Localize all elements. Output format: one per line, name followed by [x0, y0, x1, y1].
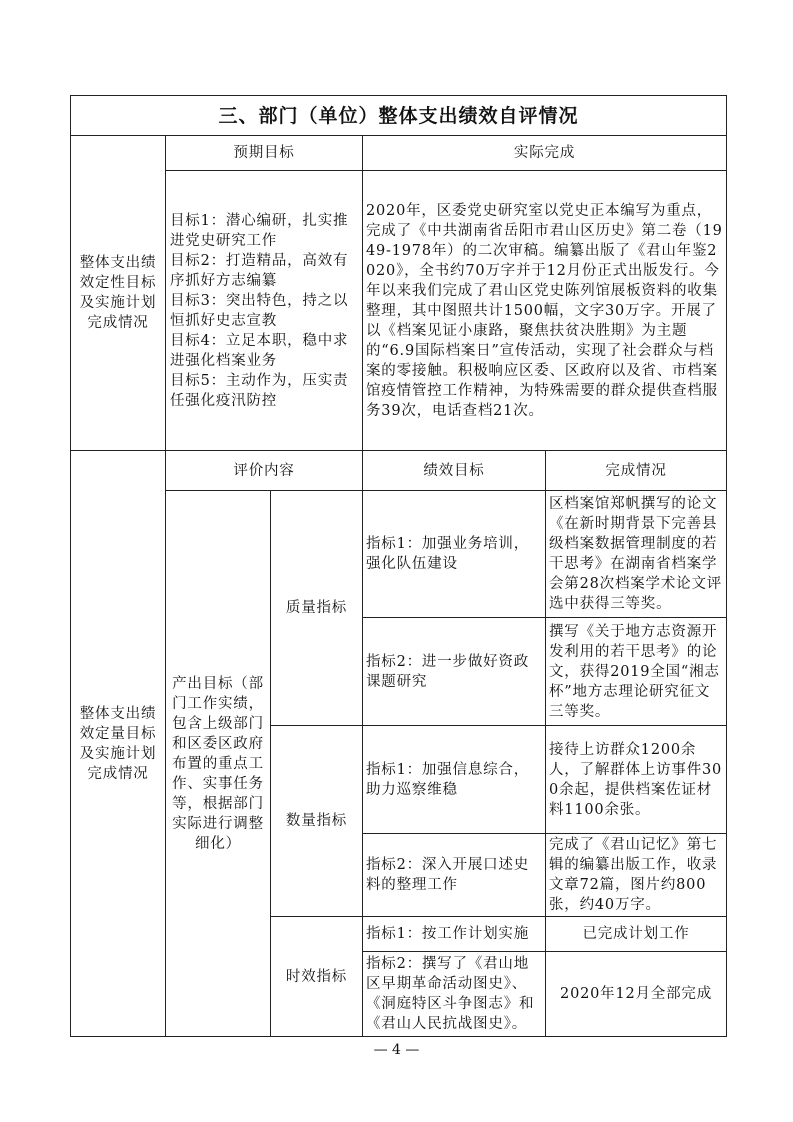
- status-cell: 2020年12月全部完成: [546, 952, 727, 1037]
- quality-indicator: 质量指标: [271, 491, 363, 726]
- header-actual: 实际完成: [363, 136, 727, 171]
- performance-table: [70, 95, 727, 1037]
- target-cell: 指标2：撰写了《君山地区早期革命活动图史》、《洞庭特区斗争图志》和《君山人民抗战图史》。: [363, 952, 546, 1037]
- qualitative-row-label: 整体支出绩效定性目标及实施计划完成情况: [71, 136, 166, 451]
- target-cell: 指标1：按工作计划实施: [363, 917, 546, 952]
- header-target: 绩效目标: [363, 451, 546, 491]
- status-cell: 完成了《君山记忆》第七辑的编纂出版工作，收录文章72篇，图片约800张，约40万字。: [546, 834, 727, 917]
- output-target-label: 产出目标（部门工作实绩，包含上级部门和区委区政府布置的重点工作、实事任务等，根据部门实际进行调整细化）: [166, 491, 271, 1037]
- timeliness-indicator: 时效指标: [271, 917, 363, 1037]
- header-content: 评价内容: [166, 451, 363, 491]
- actual-completion: 2020年，区委党史研究室以党史正本编写为重点，完成了《中共湖南省岳阳市君山区历史》第二卷（1949-1978年）的二次审稿。编纂出版了《君山年鉴2020》，全书约70万字并于12月份正式出版发行。今年以来我们完成了君山区党史陈列馆展板资料的收集整理，其中图照共计1500幅，文字30万字。开展了以《档案见证小康路，聚焦扶贫决胜期》为主题的“6.9国际档案日”宣传活动，实现了社会群众与档案的零接触。积极响应区委、区政府以及省、市档案馆疫情管控工作精神，为特殊需要的群众提供查档服务39次，电话查档21次。: [363, 171, 727, 451]
- target-cell: 指标2：深入开展口述史料的整理工作: [363, 834, 546, 917]
- target-cell: 指标1：加强信息综合，助力巡察维稳: [363, 726, 546, 834]
- header-expected: 预期目标: [166, 136, 363, 171]
- status-cell: 已完成计划工作: [546, 917, 727, 952]
- status-cell: 撰写《关于地方志资源开发利用的若干思考》的论文，获得2019全国“湘志杯”地方志理论研究征文三等奖。: [546, 618, 727, 726]
- target-cell: 指标1：加强业务培训，强化队伍建设: [363, 491, 546, 618]
- status-cell: 区档案馆郑帆撰写的论文《在新时期背景下完善县级档案数据管理制度的若干思考》在湖南省档案学会第28次档案学术论文评选中获得三等奖。: [546, 491, 727, 618]
- target-cell: 指标2：进一步做好资政课题研究: [363, 618, 546, 726]
- expected-goals: 目标1：潜心编研，扎实推进党史研究工作 目标2：打造精品，高效有序抓好方志编纂 目标3：突出特色，持之以恒抓好史志宣教 目标4：立足本职，稳中求进强化档案业务 目标5：主动作为，压实责任强化疫汛防控: [166, 171, 363, 451]
- status-cell: 接待上访群众1200余人，了解群体上访事件300余起，提供档案佐证材料1100余张。: [546, 726, 727, 834]
- quantity-indicator: 数量指标: [271, 726, 363, 917]
- quantitative-row-label: 整体支出绩效定量目标及实施计划完成情况: [71, 451, 166, 1037]
- header-status: 完成情况: [546, 451, 727, 491]
- page-number: — 4 —: [373, 1042, 420, 1058]
- table-title: 三、部门（单位）整体支出绩效自评情况: [71, 96, 727, 136]
